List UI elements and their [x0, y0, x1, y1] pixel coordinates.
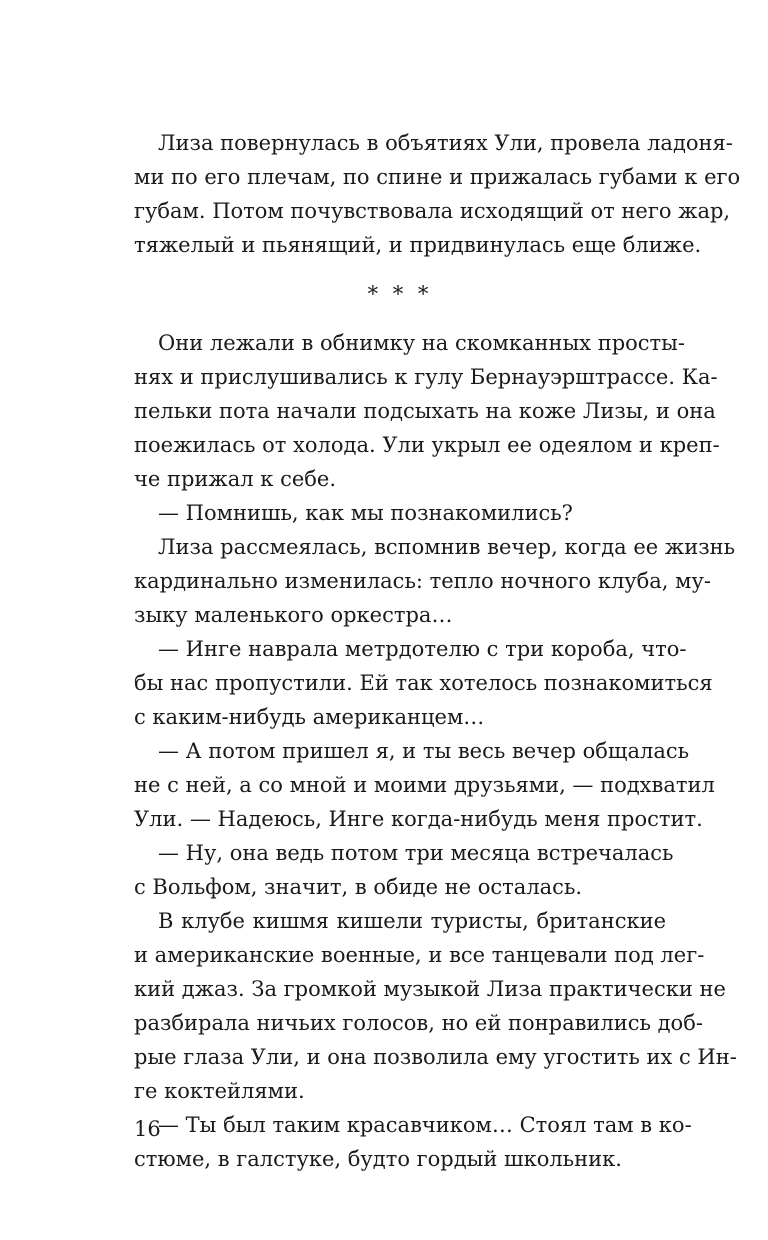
text-line: В клубе кишмя кишели туристы, британские [158, 909, 666, 933]
text-line: — Ну, она ведь потом три месяца встречалась [158, 841, 674, 865]
text-line: зыку маленького оркестра… [134, 603, 453, 627]
text-line: че прижал к себе. [134, 467, 337, 491]
text-line: разбирала ничьих голосов, но ей понравились доб- [134, 1011, 703, 1035]
text-section-before [134, 126, 741, 262]
paragraph [134, 632, 713, 734]
paragraph [134, 836, 674, 904]
text-line: рые глаза Ули, и она позволила ему угостить их с Ин- [134, 1045, 737, 1069]
text-line: Лиза повернулась в объятиях Ули, провела ладоня- [158, 131, 733, 155]
text-line: — Ты был таким красавчиком… Стоял там в ко- [158, 1113, 692, 1137]
text-line: ге коктейлями. [134, 1079, 305, 1103]
text-line: бы нас пропустили. Ей так хотелось познакомиться [134, 671, 713, 695]
text-line: ми по его плечам, по спине и прижалась губами к его [134, 165, 741, 189]
text-line: поежилась от холода. Ули укрыл ее одеялом и креп- [134, 433, 720, 457]
text-line: стюме, в галстуке, будто гордый школьник. [134, 1147, 622, 1171]
text-line: Ули. — Надеюсь, Инге когда-нибудь меня простит. [134, 807, 703, 831]
text-line: кий джаз. За громкой музыкой Лиза практически не [134, 977, 726, 1001]
text-line: с каким-нибудь американцем… [134, 705, 485, 729]
text-line: не с ней, а со мной и моими друзьями, — подхватил [134, 773, 715, 797]
text-line: Они лежали в обнимку на скомканных просты- [158, 331, 685, 355]
paragraph [134, 1108, 692, 1176]
paragraph [134, 126, 741, 262]
paragraph [134, 904, 737, 1108]
paragraph [134, 326, 720, 496]
text-line: Лиза рассмеялась, вспомнив вечер, когда ее жизнь [158, 535, 736, 559]
text-line: тяжелый и пьянящий, и придвинулась еще ближе. [134, 233, 702, 257]
paragraph [134, 734, 715, 836]
page-number: 16 [134, 1117, 161, 1141]
text-line: пельки пота начали подсыхать на коже Лизы, и она [134, 399, 716, 423]
text-line: и американские военные, и все танцевали под лег- [134, 943, 705, 967]
text-line: нях и прислушивались к гулу Бернауэрштрассе. Ка- [134, 365, 718, 389]
text-line: — Помнишь, как мы познакомились? [158, 501, 573, 525]
text-line: губам. Потом почувствовала исходящий от него жар, [134, 199, 731, 223]
paragraph [134, 530, 736, 632]
text-line: кардинально изменилась: тепло ночного клуба, му- [134, 569, 711, 593]
text-section-after [134, 326, 737, 1176]
text-line: — А потом пришел я, и ты весь вечер общалась [158, 739, 690, 763]
page-text-block [134, 126, 741, 1176]
paragraph [134, 496, 666, 530]
text-line: с Вольфом, значит, в обиде не осталась. [134, 875, 583, 899]
section-separator: * * * [367, 282, 433, 306]
text-line: — Инге наврала метрдотелю с три короба, что- [158, 637, 687, 661]
